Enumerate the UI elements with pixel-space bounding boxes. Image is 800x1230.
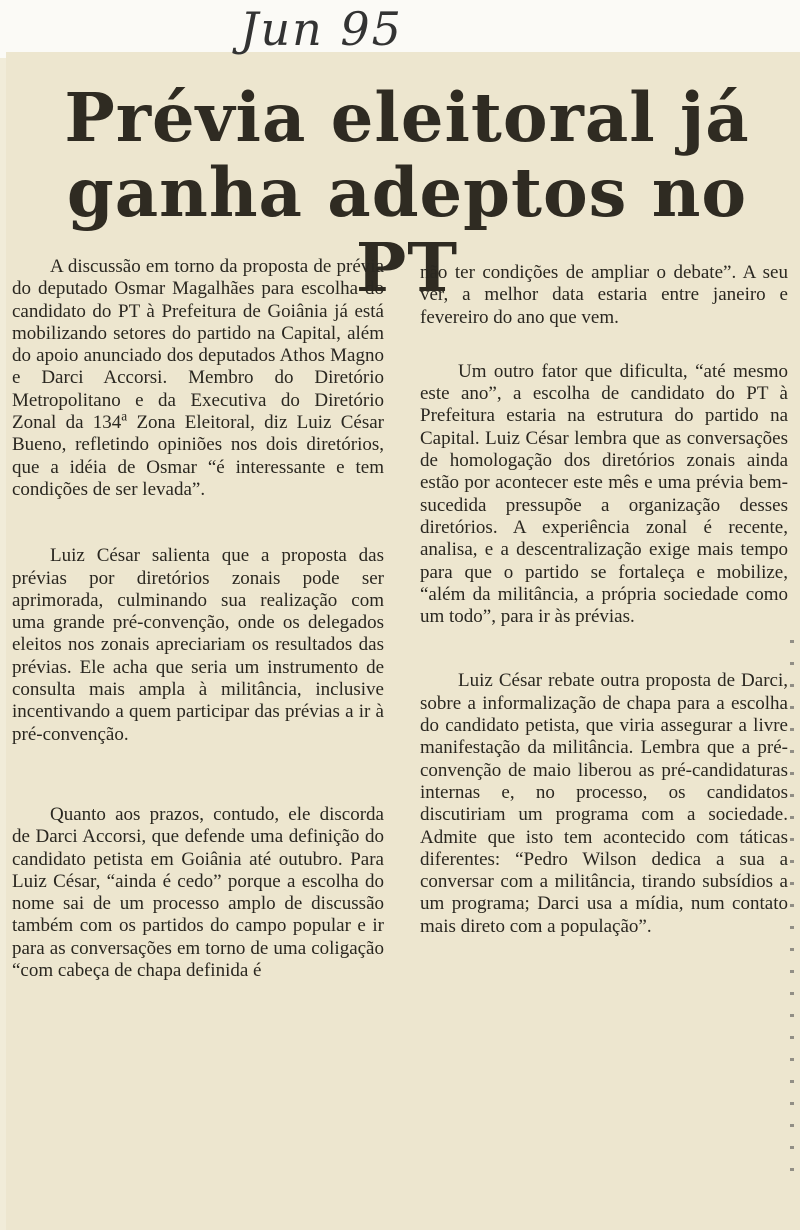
paragraph: Um outro fator que dificulta, “até mesmo este ano”, a escolha de candidato do PT à Prefeitura estaria na estrutura do partido na Capital. Luiz César lembra que as conversações de homologação dos diretórios zonais ainda estão por acontecer este mês e uma prévia bem-sucedida pressupõe a organização desses diretórios. A experiência zonal é recente, analisa, e a descentralização exige mais tempo para que o partido se fortaleça e mobilize, “além da militância, a própria sociedade como um todo”, para ir às prévias. [420,360,788,628]
paragraph [12,256,384,501]
paragraph-text: A discussão em torno da proposta de prévia do deputado Osmar Magalhães para escolha do candidato do PT à Prefeitura de Goiânia já está mobilizando setores do partido na Capital, além do apoio anunciado dos deputados Athos Magno e Darci Accorsi. Membro do Diretório Metropolitano e da Executiva do Diretório Zonal da 134 [12,256,384,434]
perforation-marks [790,640,794,1180]
paragraph: Luiz César rebate outra proposta de Darci, sobre a informalização de chapa para a escolha do candidato petista, que viria assegurar a livre manifestação da militância. Lembra que a pré-convenção de maio liberou as pré-candidaturas internas e, no processo, os candidatos discutiriam um programa com a sociedade. Admite que isto tem acontecido com táticas diferentes: “Pedro Wilson dedica a sua a conversar com a militância, tirando subsídios a um programa; Darci usa a mídia, num contato mais direto com a população”. [420,670,788,937]
paragraph: Quanto aos prazos, contudo, ele discorda de Darci Accorsi, que defende uma definição do candidato petista em Goiânia até outubro. Para Luiz César, “ainda é cedo” porque a escolha do nome sai de um processo amplo de discussão também com os partidos do campo popular e ir para as conversações em torno de uma coligação “com cabeça de chapa definida é [12,803,384,982]
paragraph: Luiz César salienta que a proposta das prévias por diretórios zonais pode ser aprimorada, culminando sua realização com uma grande pré-convenção, onde os delegados eleitos nos zonais apreciariam os resultados das prévias. Ele acha que seria um instrumento de consulta mais ampla à militância, inclusive incentivando a quem participar das prévias a ir à pré-convenção. [12,545,384,745]
paragraph: não ter condições de ampliar o debate”. A seu ver, a melhor data estaria entre janeiro e fevereiro do ano que vem. [420,262,788,328]
article-column-right [420,262,788,938]
paragraph-text: Zona Eleitoral, diz Luiz César Bueno, refletindo opiniões nos dois diretórios, que a idéia de Osmar “é interessante e tem condições de ser levada”. [12,412,384,500]
ordinal-superscript: a [121,408,128,424]
headline: Prévia eleitoral já ganha adeptos no PT [64,78,750,307]
handwritten-date: Jun 95 [240,2,403,56]
article-column-left [12,256,384,982]
